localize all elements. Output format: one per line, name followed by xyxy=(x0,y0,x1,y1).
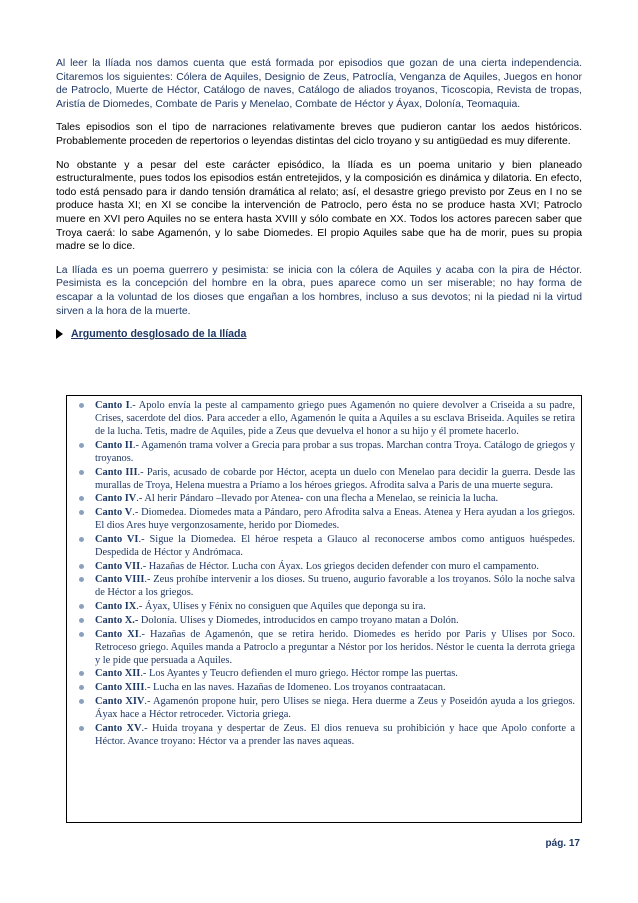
canto-label: Canto V xyxy=(95,507,133,519)
canto-text: .- Paris, acusado de cobarde por Héctor, acepta un duelo con Menelao para decidir la guerra. Desde las murallas de Troya, Helena muestra a Príamo a los héroes griegos. Afrodita salva a Paris de una muerte segura. xyxy=(95,466,575,491)
paragraph-structure: No obstante y a pesar del este carácter episódico, la Ilíada es un poema unitario y bien planeado estructuralmente, pues todos los episodios están entretejidos, y la composición es dinámica y dilatoria. En efecto, todo está pensado para ir dando tensión dramática al relato; así, el desastre griego previsto por Zeus en I no se produce hasta XI; en XI se concibe la intervención de Patroclo, pero ésta no se produce hasta XVI; Patroclo muere en XVI pero Aquiles no se entera hasta XVIII y sólo combate en XX. Todos los actores parecen saber que Troya caerá: lo sabe Agamenón, y lo sabe Diomedes. El propio Aquiles sabe que ha de morir, pues su propia madre se lo dice. xyxy=(56,159,582,253)
bullet-dot-icon xyxy=(79,537,84,542)
canto-label: Canto III xyxy=(95,466,138,478)
canto-body xyxy=(95,628,575,667)
cantos-box xyxy=(66,395,582,823)
canto-body xyxy=(95,399,575,438)
canto-text: .- Hazañas de Agamenón, que se retira herido. Diomedes es herido por Paris y Ulises por Soco. Retroceso griego. Aquiles manda a Patroclo a preguntar a Néstor por los heridos. Néstor le cuenta la derrota griega y le pide que persuada a Aquiles. xyxy=(95,628,575,666)
arrow-bullet-icon xyxy=(56,329,63,339)
canto-body xyxy=(95,722,575,748)
canto-body xyxy=(95,506,575,532)
canto-body xyxy=(95,533,575,559)
canto-body xyxy=(95,466,575,492)
canto-text: .- Lucha en las naves. Hazañas de Idomeneo. Los troyanos contraatacan. xyxy=(144,682,446,694)
canto-label: Canto X.- xyxy=(95,614,139,626)
canto-label: Canto XI xyxy=(95,628,139,640)
canto-item xyxy=(75,628,575,667)
canto-body xyxy=(95,681,575,694)
bullet-dot-icon xyxy=(79,496,84,501)
bullet-dot-icon xyxy=(79,699,84,704)
cantos-list xyxy=(75,399,575,748)
canto-body xyxy=(95,695,575,721)
canto-text: .- Agamenón trama volver a Grecia para probar a sus tropas. Marchan contra Troya. Catálogo de griegos y troyanos. xyxy=(95,439,575,464)
canto-item xyxy=(75,439,575,465)
canto-label: Canto XIII xyxy=(95,682,145,694)
bullet-dot-icon xyxy=(79,577,84,582)
canto-body xyxy=(95,600,575,613)
canto-label: Canto XII xyxy=(95,668,141,680)
canto-item xyxy=(75,399,575,438)
canto-text: .- Áyax, Ulises y Fénix no consiguen que Aquiles que deponga su ira. xyxy=(136,601,426,613)
section-heading xyxy=(56,328,582,340)
canto-text: .- Huida troyana y despertar de Zeus. El dios renueva su prohibición y hace que Apolo conforte a Héctor. Avance troyano: Héctor va a prender las naves aqueas. xyxy=(95,722,575,747)
canto-label: Canto VI xyxy=(95,533,139,545)
bullet-dot-icon xyxy=(79,470,84,475)
canto-body xyxy=(95,667,575,680)
canto-text: .- Agamenón propone huir, pero Ulises se niega. Hera duerme a Zeus y Poseidón ayuda a los griegos. Áyax hace a Héctor retroceder. Victoria griega. xyxy=(95,695,575,720)
canto-label: Canto XV xyxy=(95,722,142,734)
canto-label: Canto I xyxy=(95,400,130,411)
canto-text: Dolonía. Ulises y Diomedes, introducidos en campo troyano matan a Dolón. xyxy=(138,614,459,626)
canto-text: .- Hazañas de Héctor. Lucha con Áyax. Los griegos deciden defender con muro el campamento. xyxy=(140,560,539,572)
canto-item xyxy=(75,600,575,613)
paragraph-narrations: Tales episodios son el tipo de narraciones relativamente breves que pudieron cantar los aedos históricos. Probablemente proceden de repertorios o leyendas distintas del ciclo troyano y su antigüedad es muy diferente. xyxy=(56,122,582,147)
canto-body xyxy=(95,614,575,627)
canto-text: .- Diomedea. Diomedes mata a Pándaro, pero Afrodita salva a Eneas. Atenea y Hera ayudan a los griegos. El dios Ares huye vergonzosamente, herido por Diomedes. xyxy=(95,507,575,532)
bullet-dot-icon xyxy=(79,510,84,515)
canto-item xyxy=(75,695,575,721)
canto-item xyxy=(75,560,575,573)
canto-item xyxy=(75,506,575,532)
canto-item xyxy=(75,492,575,505)
page-number: pág. 17 xyxy=(545,838,580,849)
canto-item xyxy=(75,614,575,627)
canto-text: .- Apolo envía la peste al campamento griego pues Agamenón no quiere devolver a Criseida a su padre, Crises, sacerdote del dios. Para acceder a ello, Agamenón le quita a Aquiles a su esclava Briseida. Aquiles se retira de la lucha. Tetis, madre de Aquiles, pide a Zeus que devuelva el honor a su hijo y él promete hacerlo. xyxy=(95,400,575,438)
canto-label: Canto VII xyxy=(95,560,141,572)
bullet-dot-icon xyxy=(79,618,84,623)
bullet-dot-icon xyxy=(79,604,84,609)
canto-label: Canto XIV xyxy=(95,695,145,707)
canto-text: .- Sigue la Diomedea. El héroe respeta a Glauco al reconocerse ambos como antiguos huéspedes. Despedida de Héctor y Andrómaca. xyxy=(95,533,575,558)
canto-item xyxy=(75,533,575,559)
bullet-dot-icon xyxy=(79,403,84,408)
canto-label: Canto IX xyxy=(95,601,137,613)
section-heading-text: Argumento desglosado de la Ilíada xyxy=(71,328,247,341)
bullet-dot-icon xyxy=(79,443,84,448)
bullet-dot-icon xyxy=(79,671,84,676)
bullet-dot-icon xyxy=(79,564,84,569)
bullet-dot-icon xyxy=(79,632,84,637)
canto-body xyxy=(95,560,575,573)
canto-item xyxy=(75,466,575,492)
canto-text: .- Al herir Pándaro –llevado por Atenea- con una flecha a Menelao, se reinicia la lucha. xyxy=(136,493,499,505)
canto-body xyxy=(95,573,575,599)
bullet-dot-icon xyxy=(79,726,84,731)
canto-body xyxy=(95,492,575,505)
paragraph-pessimism: La Ilíada es un poema guerrero y pesimista: se inicia con la cólera de Aquiles y acaba con la pira de Héctor. Pesimista es la concepción del hombre en la obra, pues aparece como un ser miserable; no hay forma de escapar a la voluntad de los dioses que engañan a los hombres, incluso a sus devotos; ni la piedad ni la virtud sirven a la hora de la muerte. xyxy=(56,264,582,317)
canto-text: .- Los Ayantes y Teucro defienden el muro griego. Héctor rompe las puertas. xyxy=(140,668,458,680)
canto-item xyxy=(75,573,575,599)
canto-item xyxy=(75,667,575,680)
canto-label: Canto VIII xyxy=(95,574,145,586)
canto-item xyxy=(75,681,575,694)
paragraph-episodes: Al leer la Ilíada nos damos cuenta que está formada por episodios que gozan de una cierta independencia. Citaremos los siguientes: Cólera de Aquiles, Designio de Zeus, Patroclía, Venganza de Aquiles, Juegos en honor de Patroclo, Muerte de Héctor, Catálogo de naves, Catálogo de aliados troyanos, Ticoscopia, Revista de tropas, Aristía de Diomedes, Combate de Paris y Menelao, Combate de Héctor y Áyax, Dolonía, Teomaquia. xyxy=(56,58,582,110)
canto-body xyxy=(95,439,575,465)
canto-label: Canto IV xyxy=(95,493,137,505)
canto-label: Canto II xyxy=(95,439,133,451)
canto-text: .- Zeus prohíbe intervenir a los dioses. Su trueno, augurio favorable a los troyanos. Sólo la noche salva de Héctor a los griegos. xyxy=(95,574,575,599)
bullet-dot-icon xyxy=(79,685,84,690)
canto-item xyxy=(75,722,575,748)
